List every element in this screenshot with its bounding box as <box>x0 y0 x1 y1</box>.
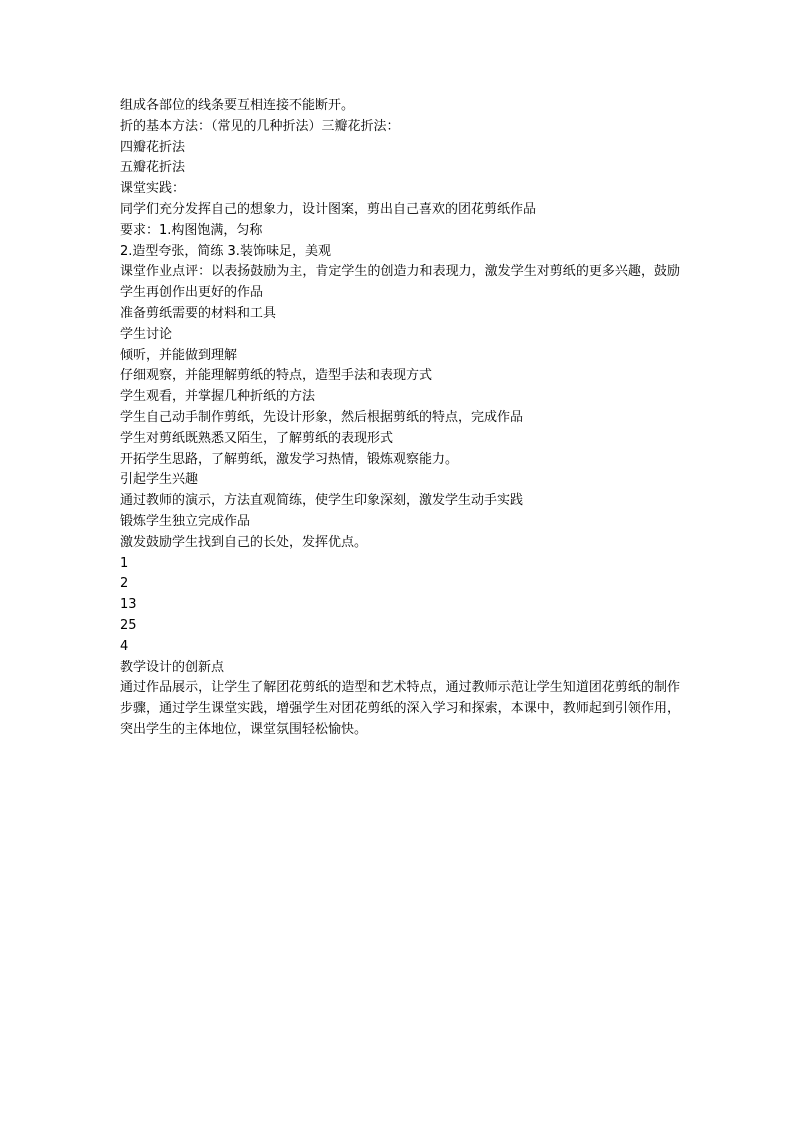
text-line-requirement-2: 2.造型夸张，简练 3.装饰味足，美观 <box>120 243 331 259</box>
text-line-number-4: 4 <box>120 638 129 654</box>
text-line-four-petal: 四瓣花折法 <box>120 139 186 155</box>
text-line-encourage: 激发鼓励学生找到自己的长处，发挥优点。 <box>120 534 368 550</box>
text-line-familiar: 学生对剪纸既熟悉又陌生，了解剪纸的表现形式 <box>120 430 394 446</box>
text-line-number-25: 25 <box>120 617 137 633</box>
text-line-broaden: 开拓学生思路，了解剪纸，激发学习热情，锻炼观察能力。 <box>120 451 459 467</box>
text-paragraph-innovation: 通过作品展示，让学生了解团花剪纸的造型和艺术特点，通过教师示范让学生知道团花剪纸的制作步骤，通过学生课堂实践，增强学生对团花剪纸的深入学习和探索，本课中，教师起到引领作用，突出学生的主体地位，课堂氛围轻松愉快。 <box>120 680 680 737</box>
text-line-discuss: 学生讨论 <box>120 326 173 342</box>
text-line-make: 学生自己动手制作剪纸，先设计形象，然后根据剪纸的特点，完成作品 <box>120 409 524 425</box>
text-line-requirement-1: 要求：1.构图饱满，匀称 <box>120 222 263 238</box>
text-line-innovation-heading: 教学设计的创新点 <box>120 659 225 675</box>
text-line-independent: 锻炼学生独立完成作品 <box>120 513 251 529</box>
text-line-practice-task: 同学们充分发挥自己的想象力，设计图案，剪出自己喜欢的团花剪纸作品 <box>120 201 537 217</box>
text-line-listen: 倾听，并能做到理解 <box>120 347 238 363</box>
text-line-number-2: 2 <box>120 576 129 592</box>
text-line-watch: 学生观看，并掌握几种折纸的方法 <box>120 389 316 405</box>
text-line-practice-heading: 课堂实践： <box>120 181 186 197</box>
document-body <box>120 96 680 741</box>
text-line-fold-methods: 折的基本方法：（常见的几种折法）三瓣花折法： <box>120 118 400 134</box>
text-line-prepare: 准备剪纸需要的材料和工具 <box>120 305 277 321</box>
text-paragraph-evaluation: 课堂作业点评：以表扬鼓励为主，肯定学生的创造力和表现力，激发学生对剪纸的更多兴趣，鼓励学生再创作出更好的作品 <box>120 264 680 301</box>
text-line-number-1: 1 <box>120 555 129 571</box>
text-line-connect: 组成各部位的线条要互相连接不能断开。 <box>120 98 355 113</box>
text-line-interest: 引起学生兴趣 <box>120 472 199 488</box>
text-line-five-petal: 五瓣花折法 <box>120 160 186 176</box>
text-line-number-13: 13 <box>120 597 137 613</box>
text-line-demo: 通过教师的演示，方法直观简练，使学生印象深刻，激发学生动手实践 <box>120 493 524 509</box>
text-line-observe: 仔细观察，并能理解剪纸的特点，造型手法和表现方式 <box>120 368 433 384</box>
